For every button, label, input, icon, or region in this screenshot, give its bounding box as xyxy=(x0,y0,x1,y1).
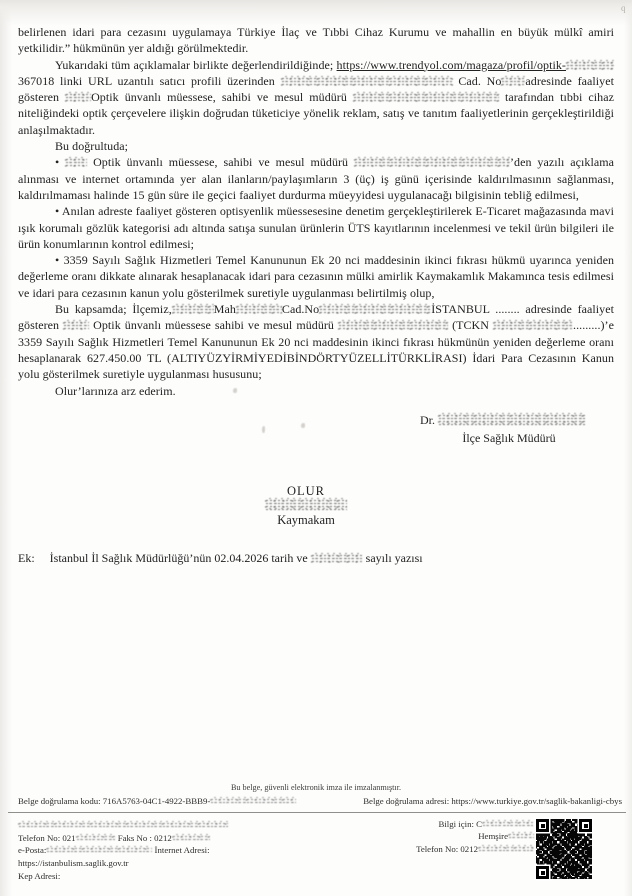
phone-fax-line xyxy=(18,832,228,845)
redacted-eposta xyxy=(46,846,152,854)
body-text: (TCKN xyxy=(452,318,489,333)
paragraph xyxy=(18,154,614,203)
body-text: Cad. No xyxy=(458,73,502,88)
body-text: adresinde faaliyet gösteren xyxy=(18,73,614,105)
body-text: Optik ünvanlı müessese, sahibi ve mesul müdürü xyxy=(93,155,349,170)
body-text: • 3359 Sayılı Sağlık Hizmetleri Temel Kanununun Ek 20 nci maddesinin ikinci fıkrası hükmü uyarınca yeniden değerleme oranı dikkate alınarak hesaplanacak idari para cezasının mülki amirlik Kaymakamlık Makamınca tesis edilmesi ve idari para cezasının kanun yolu gösterilmek suretiyle uygulanması belirtilmiş olup, xyxy=(18,253,614,300)
body-text: Bu kapsamda; İlçemiz, xyxy=(55,302,172,317)
esignature-note: Bu belge, güvenli elektronik imza ile imzalanmıştır. xyxy=(230,783,402,792)
redacted-name xyxy=(338,320,448,330)
redacted-text xyxy=(501,76,525,86)
paragraph xyxy=(18,138,614,154)
paragraph xyxy=(18,383,614,399)
verification-code xyxy=(18,796,296,806)
attachment-text xyxy=(50,551,423,566)
eposta-line xyxy=(18,844,228,857)
attachment-line xyxy=(18,551,423,566)
body-text: Mah xyxy=(213,302,236,317)
redacted-text xyxy=(319,304,431,314)
qr-code xyxy=(536,819,592,879)
redacted-contact-phone xyxy=(478,845,534,853)
scan-speck xyxy=(262,426,265,433)
redacted-text xyxy=(172,304,214,314)
qr-finder-topright xyxy=(579,819,592,832)
redacted-approver-signature xyxy=(265,498,347,511)
redacted-verification-code xyxy=(210,797,296,805)
redacted-tckn xyxy=(493,320,573,330)
redacted-phone xyxy=(76,834,116,842)
scan-artifact: q xyxy=(621,3,626,13)
redacted-address xyxy=(281,76,453,86)
body-text: Olur’larınıza arz ederim. xyxy=(55,383,176,398)
eposta-label: e-Posta: xyxy=(18,845,47,856)
redacted-text xyxy=(65,92,91,102)
body-text: Cad.No xyxy=(281,302,320,317)
footer-contact-right xyxy=(416,818,534,855)
contact-role: Hemşire xyxy=(478,831,508,842)
approver-signature xyxy=(246,498,366,512)
signatory-prefix: Dr. xyxy=(420,413,435,427)
paragraph xyxy=(18,203,614,252)
attachment-text-after: sayılı yazısı xyxy=(365,551,423,565)
redacted-text xyxy=(63,320,89,330)
paragraph xyxy=(18,252,614,301)
contact-phone-label: Telefon No: 0212 xyxy=(416,843,478,854)
kep-label: Kep Adresi: xyxy=(18,870,61,881)
document-body xyxy=(18,24,614,399)
attachment-label: Ek: xyxy=(18,551,35,565)
body-text: Bu doğrultuda; xyxy=(55,139,129,154)
signature-block xyxy=(420,411,598,447)
qr-finder-bottomleft xyxy=(536,866,549,879)
redacted-text xyxy=(566,60,614,70)
paragraph xyxy=(18,24,614,57)
redacted-fax xyxy=(172,834,210,842)
bullet: • xyxy=(55,155,60,170)
internet-label: İnternet Adresi: xyxy=(154,845,210,856)
approval-heading: OLUR xyxy=(286,484,326,498)
verification-address: Belge doğrulama adresi: https://www.turkiye.gov.tr/saglik-bakanligi-cbys xyxy=(363,796,622,806)
signatory-title: İlçe Sağlık Müdürü xyxy=(462,431,556,445)
trendyol-profile-url: https://www.trendyol.com/magaza/profil/optik- xyxy=(336,57,566,72)
body-text: .........)’e 3359 Sayılı Sağlık Hizmetleri Temel Kanununun Ek 20 nci maddesinin ikinci fıkrası hükmünün yeniden değerleme oranı hesaplanarak 627.450.00 TL (ALTIYÜZYİRMİYEDİBİNDÖRTYÜZELLİTÜRKLİRASI) İdari Para Cezasının Kanun yolu gösterilmek suretiyle uygulanması hususunu; xyxy=(18,318,614,382)
body-text: ’den yazılı açıklama alınması ve internet ortamında yer alan ilanların/paylaşımların 3 (üç) iş günü içerisinde kaldırılmasının sağlanması, kaldırılmaması halinde 15 gün süre ile geçici faaliyet durdurma müeyyidesi uygulanacağı bilgisinin tebliğ edilmesi, xyxy=(18,155,614,202)
footer-contact-left xyxy=(18,819,228,883)
redacted-name xyxy=(353,92,499,102)
website-url: https://istanbulism.saglik.gov.tr xyxy=(18,858,129,869)
redacted-name xyxy=(354,157,510,167)
body-text: belirlenen idari para cezasını uygulamaya Türkiye İlaç ve Tıbbi Cihaz Kurumu ve mahallin en büyük mülkî amiri yetkilidir.” hükmünün yer aldığı görülmektedir. xyxy=(18,25,614,56)
info-contact-line xyxy=(416,818,534,830)
redacted-document-number xyxy=(311,553,363,563)
body-text: İSTANBUL ........ adresinde faaliyet gösteren xyxy=(18,302,614,333)
verification-code-label: Belge doğrulama kodu: 716A5763-04C1-4922-BBB9- xyxy=(18,796,211,806)
approval-block xyxy=(246,484,366,527)
redacted-contact-name xyxy=(482,820,534,828)
qr-finder-topleft xyxy=(536,819,549,832)
body-text: tarafından tıbbi cihaz niteliğindeki optik çerçevelere ilişkin doğrudan tüketiciye yönelik reklam, satış ve tanıtım faaliyetlerinin gerçekleştirildiği anlaşılmaktadır. xyxy=(18,90,614,137)
footer-divider xyxy=(8,812,626,813)
fax-label: Faks No : 0212 xyxy=(117,832,172,843)
contact-phone-line xyxy=(416,843,534,855)
contact-role-line xyxy=(416,830,534,842)
paragraph xyxy=(18,301,614,382)
body-text: 367018 linki URL uzantılı satıcı profili üzerinden xyxy=(18,73,275,88)
info-label: Bilgi için: C xyxy=(438,819,482,829)
redacted-text xyxy=(65,157,87,167)
paragraph xyxy=(18,57,614,138)
body-text: Optik ünvanlı müessese, sahibi ve mesul müdürü xyxy=(91,90,347,105)
body-text: • Anılan adreste faaliyet gösteren optisyenlik müessesesine denetim gerçekleştirilerek E-Ticaret mağazasında mavi ışık korumalı gözlük kategorisi adı altında satışa sunulan ürünlerin ÜTS kayıtlarının incelenmesi ve tekil ürün bilgileri ile ürün konumlarının kontrol edilmesi; xyxy=(18,204,614,251)
office-address-line xyxy=(18,819,228,832)
phone-label: Telefon No: 021 xyxy=(18,832,76,843)
redacted-signatory-name xyxy=(438,413,586,426)
redacted-text xyxy=(508,832,534,840)
scan-speck xyxy=(301,423,305,428)
redacted-text xyxy=(236,304,282,314)
body-text: Optik ünvanlı müessese sahibi ve mesul müdürü xyxy=(93,318,334,333)
signatory-line xyxy=(420,411,598,429)
approver-title: Kaymakam xyxy=(277,513,335,527)
redacted-office-address xyxy=(18,821,228,829)
verification-row xyxy=(18,796,622,806)
attachment-text-before: İstanbul İl Sağlık Müdürlüğü’nün 02.04.2026 tarih ve xyxy=(49,551,308,565)
body-text: Yukarıdaki tüm açıklamalar birlikte değerlendirildiğinde; xyxy=(55,57,334,72)
